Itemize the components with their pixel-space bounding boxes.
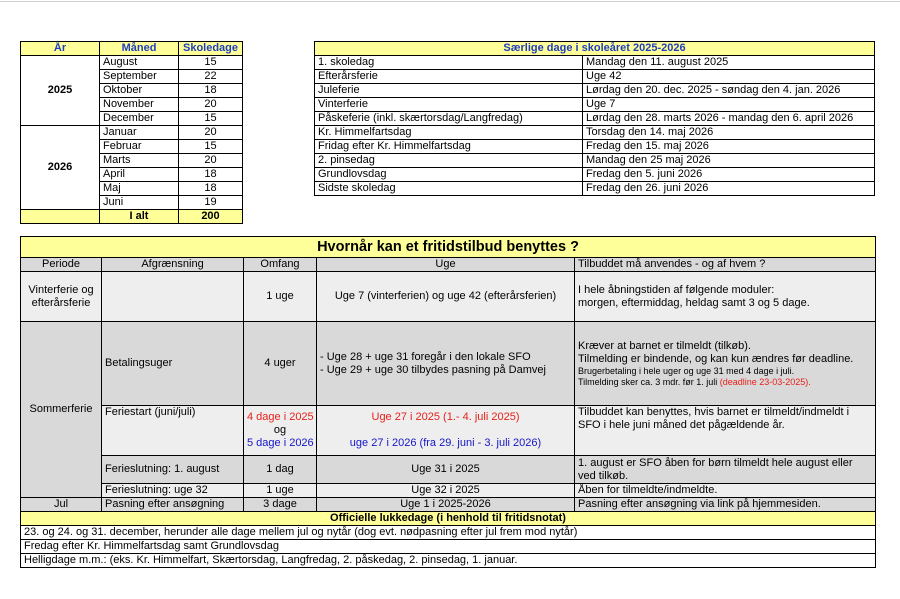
omfang-feriestart-og: og — [273, 424, 287, 436]
table-row — [315, 154, 875, 168]
uge-jul: Uge 1 i 2025-2026 — [317, 498, 575, 512]
month-days: 15 — [179, 56, 243, 70]
month-days: 19 — [179, 196, 243, 210]
total-value: 200 — [179, 210, 243, 224]
lukkedage-row — [21, 554, 876, 568]
afgr-jul: Pasning efter ansøgning — [102, 498, 244, 512]
table-row — [315, 140, 875, 154]
special-day-name: Kr. Himmelfartsdag — [315, 126, 583, 140]
month-days: 18 — [179, 168, 243, 182]
header-month: Måned — [100, 42, 179, 56]
header-afgraensning: Afgrænsning — [102, 258, 244, 272]
uge-feriestart-spacer — [320, 424, 571, 437]
month-name: Maj — [100, 182, 179, 196]
afgr-slut-32: Ferieslutning: uge 32 — [102, 484, 244, 498]
lukkedage-item: 23. og 24. og 31. december, herunder alle dage mellem jul og nytår (dog evt. nødpasning efter jul frem mod nytår) — [21, 526, 876, 540]
lukkedage-title: Officielle lukkedage (i henhold til fritidsnotat) — [21, 512, 876, 526]
special-days-title: Særlige dage i skoleåret 2025-2026 — [315, 42, 875, 56]
special-day-name: Grundlovsdag — [315, 168, 583, 182]
fritid-table — [20, 236, 876, 568]
school-days-table — [20, 41, 243, 224]
table-row — [315, 98, 875, 112]
lukkedage-row — [21, 540, 876, 554]
special-day-date: Fredag den 26. juni 2026 — [583, 182, 875, 196]
omfang-feriestart — [244, 406, 317, 456]
afgr-betaling: Betalingsuger — [102, 322, 244, 406]
special-day-date: Torsdag den 14. maj 2026 — [583, 126, 875, 140]
afgr-vinter-empty — [102, 272, 244, 322]
fritid-header-row — [21, 258, 876, 272]
table-row-feriestart — [21, 406, 876, 456]
table-row-jul — [21, 498, 876, 512]
school-days-header — [21, 42, 243, 56]
month-days: 20 — [179, 98, 243, 112]
table-row — [21, 126, 243, 140]
table-row-betaling — [21, 322, 876, 406]
table-row — [315, 126, 875, 140]
omfang-slut-aug: 1 dag — [244, 456, 317, 484]
afgr-feriestart: Feriestart (juni/juli) — [102, 406, 244, 456]
table-row-slut-aug — [21, 456, 876, 484]
tilbud-vinter-line: morgen, eftermiddag, heldag samt 3 og 5 dage. — [578, 296, 810, 309]
lukkedage-row — [21, 526, 876, 540]
tilbud-betaling-deadline-text: Tilmelding sker ca. 3 mdr. før 1. juli — [578, 376, 718, 387]
month-days: 15 — [179, 112, 243, 126]
omfang-feriestart-2026: 5 dage i 2026 — [247, 437, 314, 449]
special-day-name: Vinterferie — [315, 98, 583, 112]
tilbud-jul: Pasning efter ansøgning via link på hjemmesiden. — [575, 498, 876, 512]
omfang-betaling: 4 uger — [244, 322, 317, 406]
uge-betaling — [317, 322, 575, 406]
tilbud-slut-aug-line: 1. august er SFO åben for børn tilmeldt hele august eller — [578, 456, 853, 469]
periode-vinter: Vinterferie og efterårsferie — [21, 272, 102, 322]
year-2025: 2025 — [21, 56, 100, 126]
special-day-date: Lørdag den 28. marts 2026 - mandag den 6. april 2026 — [583, 112, 875, 126]
special-day-date: Mandag den 25 maj 2026 — [583, 154, 875, 168]
table-row — [21, 56, 243, 70]
month-name: Marts — [100, 154, 179, 168]
table-row — [315, 70, 875, 84]
total-spacer — [21, 210, 100, 224]
table-row — [315, 56, 875, 70]
table-row — [315, 84, 875, 98]
header-uge: Uge — [317, 258, 575, 272]
table-row-slut-32 — [21, 484, 876, 498]
special-day-date: Fredag den 5. juni 2026 — [583, 168, 875, 182]
fritid-title-row — [21, 237, 876, 258]
table-row — [315, 168, 875, 182]
deadline-red: (deadline 23-03-2025). — [719, 376, 811, 387]
month-name: September — [100, 70, 179, 84]
tilbud-feriestart-line: Tilbuddet kan benyttes, hvis barnet er tilmeldt/indmeldt i — [578, 406, 850, 418]
uge-feriestart-2025: Uge 27 i 2025 (1.- 4. juli 2025) — [371, 411, 520, 423]
month-days: 15 — [179, 140, 243, 154]
table-row-vinter — [21, 272, 876, 322]
periode-sommer-label: Sommerferie — [29, 403, 93, 415]
lukkedage-item: Helligdage m.m.: (eks. Kr. Himmelfart, Skærtorsdag, Langfredag, 2. påskedag, 2. pinsedag, 1. januar. — [21, 554, 876, 568]
tilbud-betaling-line: Tilmelding er bindende, og kan kun ændres før deadline. — [578, 352, 854, 365]
month-days: 18 — [179, 182, 243, 196]
total-row — [21, 210, 243, 224]
month-name: Juni — [100, 196, 179, 210]
tilbud-feriestart-line: SFO i hele juni måned det pågældende år. — [578, 419, 785, 431]
uge-betaling-line: - Uge 29 + uge 30 tilbydes pasning på Damvej — [320, 363, 546, 376]
month-name: November — [100, 98, 179, 112]
year-2026: 2026 — [21, 126, 100, 210]
month-name: Februar — [100, 140, 179, 154]
omfang-jul: 3 dage — [244, 498, 317, 512]
lukkedage-title-row — [21, 512, 876, 526]
special-day-date: Uge 7 — [583, 98, 875, 112]
top-divider — [0, 1, 900, 2]
fritid-title: Hvornår kan et fritidstilbud benyttes ? — [21, 237, 876, 258]
lukkedage-item: Fredag efter Kr. Himmelfartsdag samt Grundlovsdag — [21, 540, 876, 554]
special-day-name: Sidste skoledag — [315, 182, 583, 196]
total-label: I alt — [100, 210, 179, 224]
tilbud-vinter-line: I hele åbningstiden af følgende moduler: — [578, 283, 775, 296]
special-days-table — [314, 41, 875, 196]
month-name: August — [100, 56, 179, 70]
omfang-vinter: 1 uge — [244, 272, 317, 322]
month-days: 18 — [179, 84, 243, 98]
omfang-slut-32: 1 uge — [244, 484, 317, 498]
month-days: 20 — [179, 154, 243, 168]
header-schooldays: Skoledage — [179, 42, 243, 56]
month-name: April — [100, 168, 179, 182]
tilbud-betaling — [575, 322, 876, 406]
uge-slut-32: Uge 32 i 2025 — [317, 484, 575, 498]
special-day-name: 2. pinsedag — [315, 154, 583, 168]
tilbud-feriestart — [575, 406, 876, 456]
header-omfang: Omfang — [244, 258, 317, 272]
special-day-name: Påskeferie (inkl. skærtorsdag/Langfredag) — [315, 112, 583, 126]
tilbud-betaling-line: Brugerbetaling i hele uger og uge 31 med 4 dage i juli. — [578, 365, 795, 376]
month-name: Januar — [100, 126, 179, 140]
tilbud-slut-aug — [575, 456, 876, 484]
uge-vinter: Uge 7 (vinterferien) og uge 42 (efterårsferien) — [317, 272, 575, 322]
special-day-date: Fredag den 15. maj 2026 — [583, 140, 875, 154]
tilbud-betaling-line: Kræver at barnet er tilmeldt (tilkøb). — [578, 339, 751, 352]
header-tilbud: Tilbuddet må anvendes - og af hvem ? — [575, 258, 876, 272]
tilbud-betaling-line — [578, 377, 872, 388]
month-days: 22 — [179, 70, 243, 84]
special-day-date: Lørdag den 20. dec. 2025 - søndag den 4. jan. 2026 — [583, 84, 875, 98]
special-day-name: 1. skoledag — [315, 56, 583, 70]
special-day-date: Mandag den 11. august 2025 — [583, 56, 875, 70]
periode-jul: Jul — [21, 498, 102, 512]
special-day-date: Uge 42 — [583, 70, 875, 84]
month-name: Oktober — [100, 84, 179, 98]
month-name: December — [100, 112, 179, 126]
month-days: 20 — [179, 126, 243, 140]
uge-betaling-line: - Uge 28 + uge 31 foregår i den lokale SFO — [320, 350, 531, 363]
uge-slut-aug: Uge 31 i 2025 — [317, 456, 575, 484]
special-day-name: Fridag efter Kr. Himmelfartsdag — [315, 140, 583, 154]
tilbud-vinter — [575, 272, 876, 322]
uge-feriestart-2026: uge 27 i 2026 (fra 29. juni - 3. juli 2026) — [349, 437, 542, 449]
tilbud-slut-aug-line: ved tilkøb. — [578, 469, 629, 482]
uge-feriestart — [317, 406, 575, 456]
tilbud-slut-32: Åben for tilmeldte/indmeldte. — [575, 484, 876, 498]
special-days-header — [315, 42, 875, 56]
special-day-name: Juleferie — [315, 84, 583, 98]
table-row — [315, 182, 875, 196]
header-periode: Periode — [21, 258, 102, 272]
periode-sommer — [21, 322, 102, 498]
afgr-slut-aug: Ferieslutning: 1. august — [102, 456, 244, 484]
table-row — [315, 112, 875, 126]
special-day-name: Efterårsferie — [315, 70, 583, 84]
header-year: År — [21, 42, 100, 56]
omfang-feriestart-2025: 4 dage i 2025 — [247, 411, 314, 423]
